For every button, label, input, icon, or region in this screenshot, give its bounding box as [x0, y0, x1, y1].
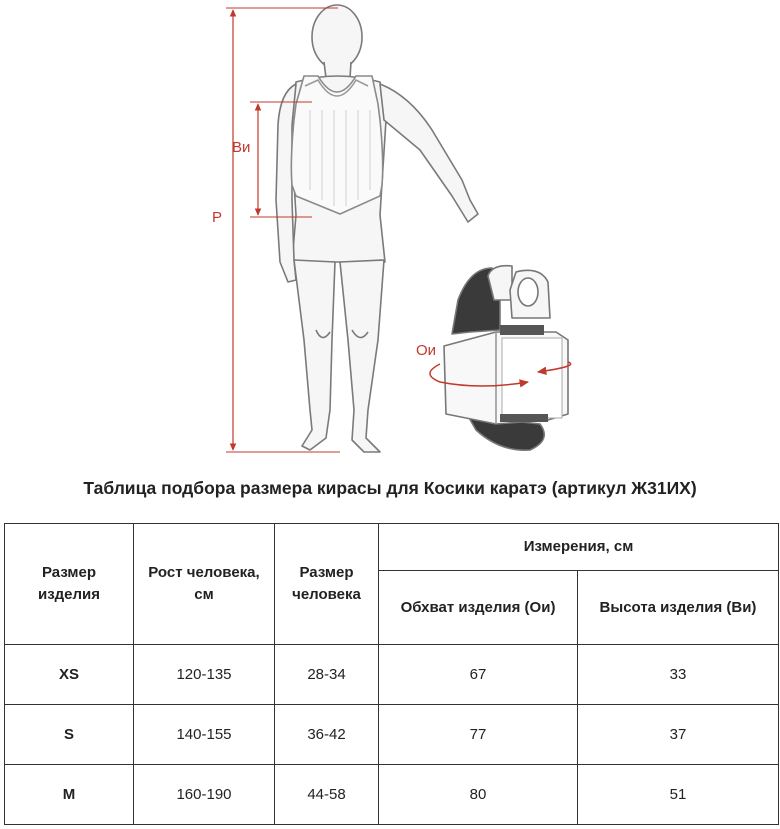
height-label: P: [212, 209, 223, 226]
cuirass-product: [444, 266, 568, 450]
header-person-size: Размер человека: [275, 524, 379, 645]
header-size: Размер изделия: [5, 524, 134, 645]
cell-person-size: 44-58: [275, 765, 379, 825]
cell-vest-height: 51: [578, 765, 779, 825]
cell-size: XS: [5, 645, 134, 705]
cell-girth: 80: [379, 765, 578, 825]
cell-height: 160-190: [134, 765, 275, 825]
worn-cuirass: [291, 76, 382, 214]
figure-head: [312, 5, 362, 69]
cell-size: S: [5, 705, 134, 765]
figure-right-arm: [380, 84, 478, 222]
cell-girth: 77: [379, 705, 578, 765]
header-height: Рост человека, см: [134, 524, 275, 645]
table-row: [5, 765, 779, 825]
cuirass-top-strip: [500, 325, 544, 335]
cell-person-size: 28-34: [275, 645, 379, 705]
header-measurements: Измерения, см: [379, 524, 779, 571]
header-vest-height: Высота изделия (Ви): [578, 571, 779, 645]
table-title: Таблица подбора размера кирасы для Косики каратэ (артикул Ж31ИХ): [83, 478, 697, 498]
cell-height: 140-155: [134, 705, 275, 765]
cell-vest-height: 33: [578, 645, 779, 705]
cell-girth: 67: [379, 645, 578, 705]
cell-person-size: 36-42: [275, 705, 379, 765]
cuirass-bottom-strip: [500, 414, 548, 422]
table-row: [5, 705, 779, 765]
cell-size: M: [5, 765, 134, 825]
cuirass-neck-hole: [518, 278, 538, 306]
table-row: [5, 645, 779, 705]
circumference-label: Ои: [416, 342, 437, 359]
figure-right-leg: [340, 260, 384, 452]
figure-left-leg: [294, 260, 335, 450]
cell-height: 120-135: [134, 645, 275, 705]
size-table: [4, 523, 779, 825]
vest-height-label: Ви: [232, 139, 251, 156]
cell-vest-height: 37: [578, 705, 779, 765]
header-girth: Обхват изделия (Ои): [379, 571, 578, 645]
